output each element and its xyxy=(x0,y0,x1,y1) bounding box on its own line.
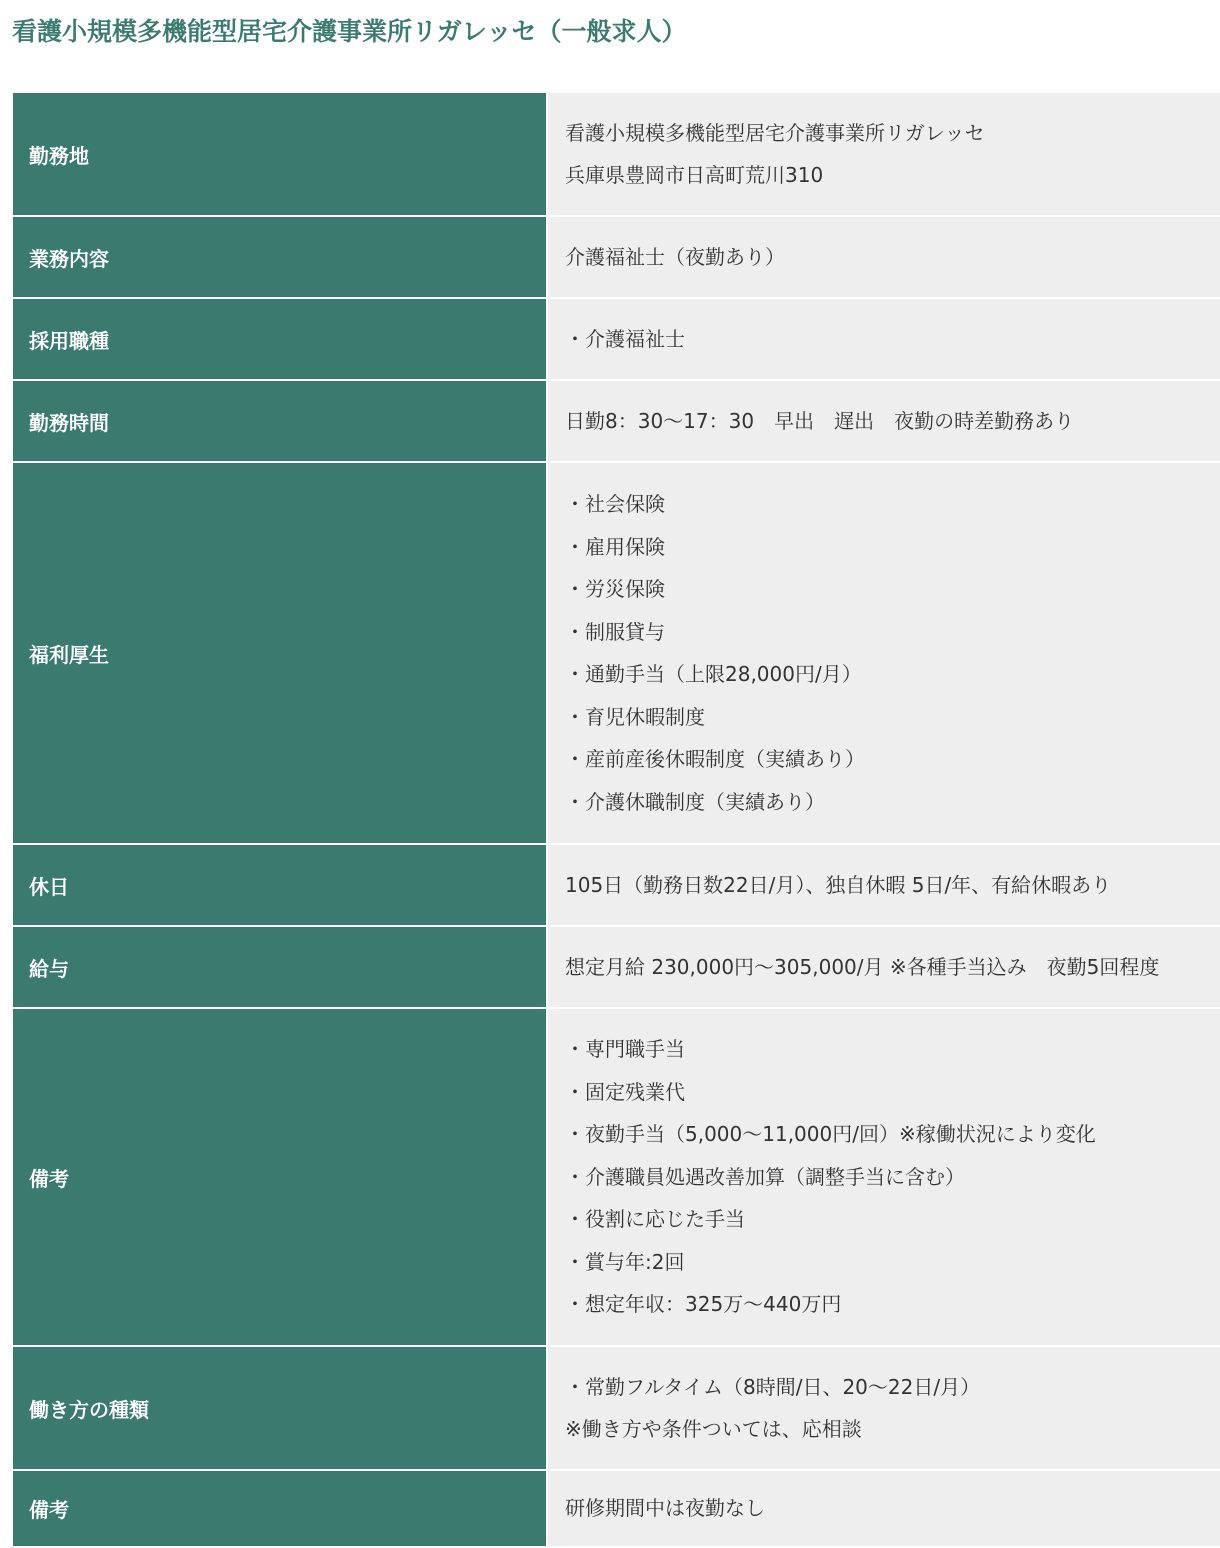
value-line: ・通勤手当（上限28,000円/月） xyxy=(565,662,862,686)
value-line: ・想定年収：325万〜440万円 xyxy=(565,1292,842,1317)
table-row-benefits xyxy=(13,462,1220,844)
row-value xyxy=(547,462,1220,844)
row-label: 働き方の種類 xyxy=(13,1346,547,1470)
row-label: 福利厚生 xyxy=(13,462,547,844)
value-line: ・専門職手当 xyxy=(565,1037,685,1062)
value-line: ・介護休職制度（実績あり） xyxy=(565,789,825,814)
row-value xyxy=(547,1008,1220,1346)
value-line: ・社会保険 xyxy=(565,492,665,516)
table-row-working-hours xyxy=(13,380,1220,462)
table-row-job-type xyxy=(13,298,1220,380)
page-title: 看護小規模多機能型居宅介護事業所リガレッセ（一般求人） xyxy=(12,17,687,46)
value-line: ・産前産後休暇制度（実績あり） xyxy=(565,747,865,771)
table-row-remarks-2 xyxy=(13,1470,1220,1547)
row-label: 勤務時間 xyxy=(13,380,547,462)
value-line: ・夜勤手当（5,000〜11,000円/回）※稼働状況により変化 xyxy=(565,1122,1096,1147)
row-value xyxy=(547,1470,1220,1547)
value-line: 兵庫県豊岡市日高町荒川310 xyxy=(565,163,824,187)
row-value xyxy=(547,298,1220,380)
row-label: 採用職種 xyxy=(13,298,547,380)
table-row-holidays xyxy=(13,844,1220,926)
value-line: ・制服貸与 xyxy=(565,619,665,644)
row-value xyxy=(547,926,1220,1008)
value-line: 想定月給 230,000円〜305,000/月 ※各種手当込み 夜勤5回程度 xyxy=(565,954,1160,979)
row-value xyxy=(547,380,1220,462)
row-value xyxy=(547,844,1220,926)
value-line: ・常勤フルタイム（8時間/日、20〜22日/月） xyxy=(565,1374,981,1399)
value-line: ・固定残業代 xyxy=(565,1079,685,1104)
row-label: 勤務地 xyxy=(13,93,547,216)
value-line: ・役割に応じた手当 xyxy=(565,1207,745,1232)
value-line: ・賞与年:2回 xyxy=(565,1249,685,1274)
value-line: ・雇用保険 xyxy=(565,534,665,559)
value-line: ・介護福祉士 xyxy=(565,326,685,351)
table-row-salary xyxy=(13,926,1220,1008)
table-row-work-location xyxy=(13,93,1220,216)
row-label: 備考 xyxy=(13,1008,547,1346)
value-line: 日勤8：30〜17：30 早出 遅出 夜勤の時差勤務あり xyxy=(565,408,1075,433)
row-label: 業務内容 xyxy=(13,216,547,298)
value-line: ・労災保険 xyxy=(565,577,665,601)
table-row-work-style xyxy=(13,1346,1220,1470)
row-label: 給与 xyxy=(13,926,547,1008)
value-line: ※働き方や条件ついては、応相談 xyxy=(565,1417,862,1441)
row-value xyxy=(547,216,1220,298)
value-line: 105日（勤務日数22日/月）、独自休暇 5日/年、有給休暇あり xyxy=(565,872,1112,897)
table-row-job-content xyxy=(13,216,1220,298)
value-line: 介護福祉士（夜勤あり） xyxy=(565,244,785,269)
row-label: 休日 xyxy=(13,844,547,926)
value-line: ・育児休暇制度 xyxy=(565,704,705,729)
row-value xyxy=(547,93,1220,216)
value-line: ・介護職員処遇改善加算（調整手当に含む） xyxy=(565,1164,965,1189)
row-label: 備考 xyxy=(13,1470,547,1547)
table-row-remarks xyxy=(13,1008,1220,1346)
job-details-table xyxy=(13,93,1220,1548)
row-value xyxy=(547,1346,1220,1470)
value-line: 研修期間中は夜勤なし xyxy=(565,1496,765,1521)
value-line: 看護小規模多機能型居宅介護事業所リガレッセ xyxy=(565,120,985,145)
